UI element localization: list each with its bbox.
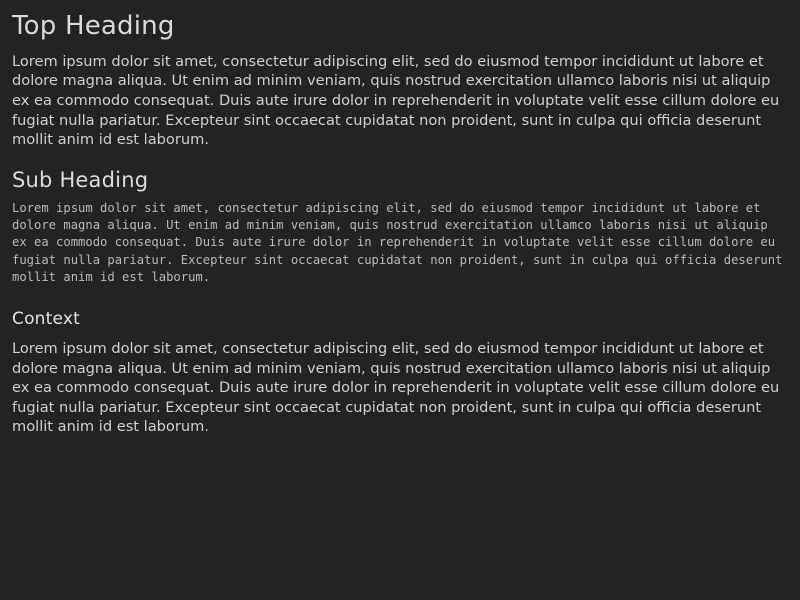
monospace-paragraph: Lorem ipsum dolor sit amet, consectetur adipiscing elit, sed do eiusmod tempor incididunt ut labore et dolore magna aliqua. Ut enim ad minim veniam, quis nostrud exercitation ullamco laboris nisi ut aliquip ex ea commodo consequat. Duis aute irure dolor in reprehenderit in voluptate velit esse cillum dolore eu fugiat nulla pariatur. Excepteur sint occaecat cupidatat non proident, sunt in culpa qui officia deserunt mollit anim id est laborum. — [12, 200, 783, 285]
intro-paragraph: Lorem ipsum dolor sit amet, consectetur adipiscing elit, sed do eiusmod tempor incididunt ut labore et dolore magna aliqua. Ut enim ad minim veniam, quis nostrud exercitation ullamco laboris nisi ut aliquip ex ea commodo consequat. Duis aute irure dolor in reprehenderit in voluptate velit esse cillum dolore eu fugiat nulla pariatur. Excepteur sint occaecat cupidatat non proident, sunt in culpa qui officia deserunt mollit anim id est laborum. — [12, 52, 780, 149]
page-title: Top Heading — [12, 11, 175, 41]
bottom-spacer — [12, 437, 788, 438]
context-heading: Context — [12, 309, 80, 330]
sub-heading: Sub Heading — [12, 167, 149, 192]
context-paragraph: Lorem ipsum dolor sit amet, consectetur adipiscing elit, sed do eiusmod tempor incididunt ut labore et dolore magna aliqua. Ut enim ad minim veniam, quis nostrud exercitation ullamco laboris nisi ut aliquip ex ea commodo consequat. Duis aute irure dolor in reprehenderit in voluptate velit esse cillum dolore eu fugiat nulla pariatur. Excepteur sint occaecat cupidatat non proident, sunt in culpa qui officia deserunt mollit anim id est laborum. — [12, 339, 780, 436]
